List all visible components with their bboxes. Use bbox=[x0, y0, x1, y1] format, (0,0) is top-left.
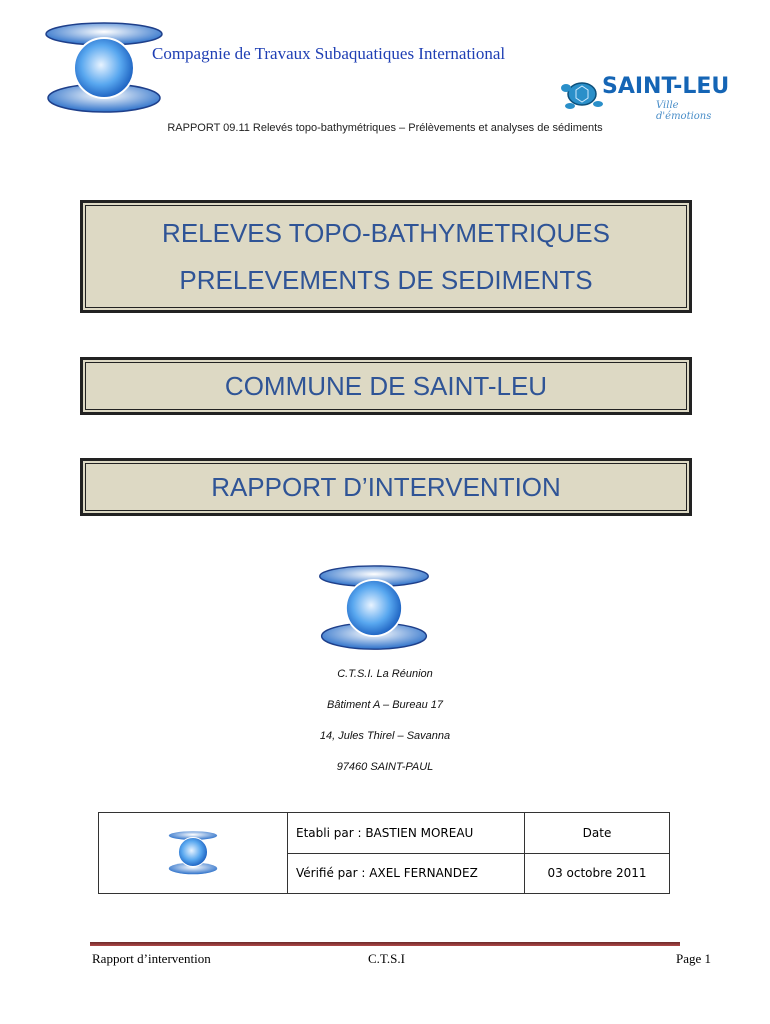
address-line-4: 97460 SAINT-PAUL bbox=[336, 761, 434, 773]
title-line-2: PRELEVEMENTS DE SEDIMENTS bbox=[179, 264, 593, 295]
title-box-report bbox=[80, 458, 692, 516]
footer-divider bbox=[90, 942, 680, 946]
turtle-icon bbox=[560, 76, 604, 112]
report-subtitle: RAPPORT 09.11 Relevés topo-bathymétriques – Prélèvements et analyses de sédiments bbox=[167, 122, 603, 134]
verified-by: Vérifié par : AXEL FERNANDEZ bbox=[288, 853, 525, 894]
ctsi-logo-center bbox=[316, 560, 432, 656]
saint-leu-tagline: Ville d'émotions bbox=[656, 100, 712, 122]
title-line-1: RELEVES TOPO-BATHYMETRIQUES bbox=[162, 217, 610, 248]
ctsi-logo bbox=[42, 18, 166, 118]
signature-table bbox=[98, 812, 670, 894]
title-box-commune bbox=[80, 357, 692, 415]
ctsi-logo-small bbox=[163, 827, 223, 877]
address-line-1: C.T.S.I. La Réunion bbox=[337, 668, 433, 680]
table-logo-cell bbox=[99, 813, 288, 894]
title-box-main bbox=[80, 200, 692, 313]
footer-left: Rapport d’intervention bbox=[92, 951, 211, 966]
report-title: RAPPORT D’INTERVENTION bbox=[211, 471, 561, 502]
footer-center: C.T.S.I bbox=[368, 951, 405, 966]
footer-page-number: Page 1 bbox=[676, 951, 712, 966]
date-value: 03 octobre 2011 bbox=[525, 853, 670, 894]
address-line-3: 14, Jules Thirel – Savanna bbox=[319, 730, 451, 742]
established-by: Etabli par : BASTIEN MOREAU bbox=[288, 813, 525, 854]
saint-leu-logo bbox=[560, 70, 736, 122]
company-name: Compagnie de Travaux Subaquatiques International bbox=[152, 44, 506, 63]
commune-title: COMMUNE DE SAINT-LEU bbox=[224, 370, 548, 401]
saint-leu-wordmark: SAINT-LEU bbox=[602, 74, 730, 99]
date-header: Date bbox=[525, 813, 670, 854]
address-line-2: Bâtiment A – Bureau 17 bbox=[327, 699, 443, 711]
